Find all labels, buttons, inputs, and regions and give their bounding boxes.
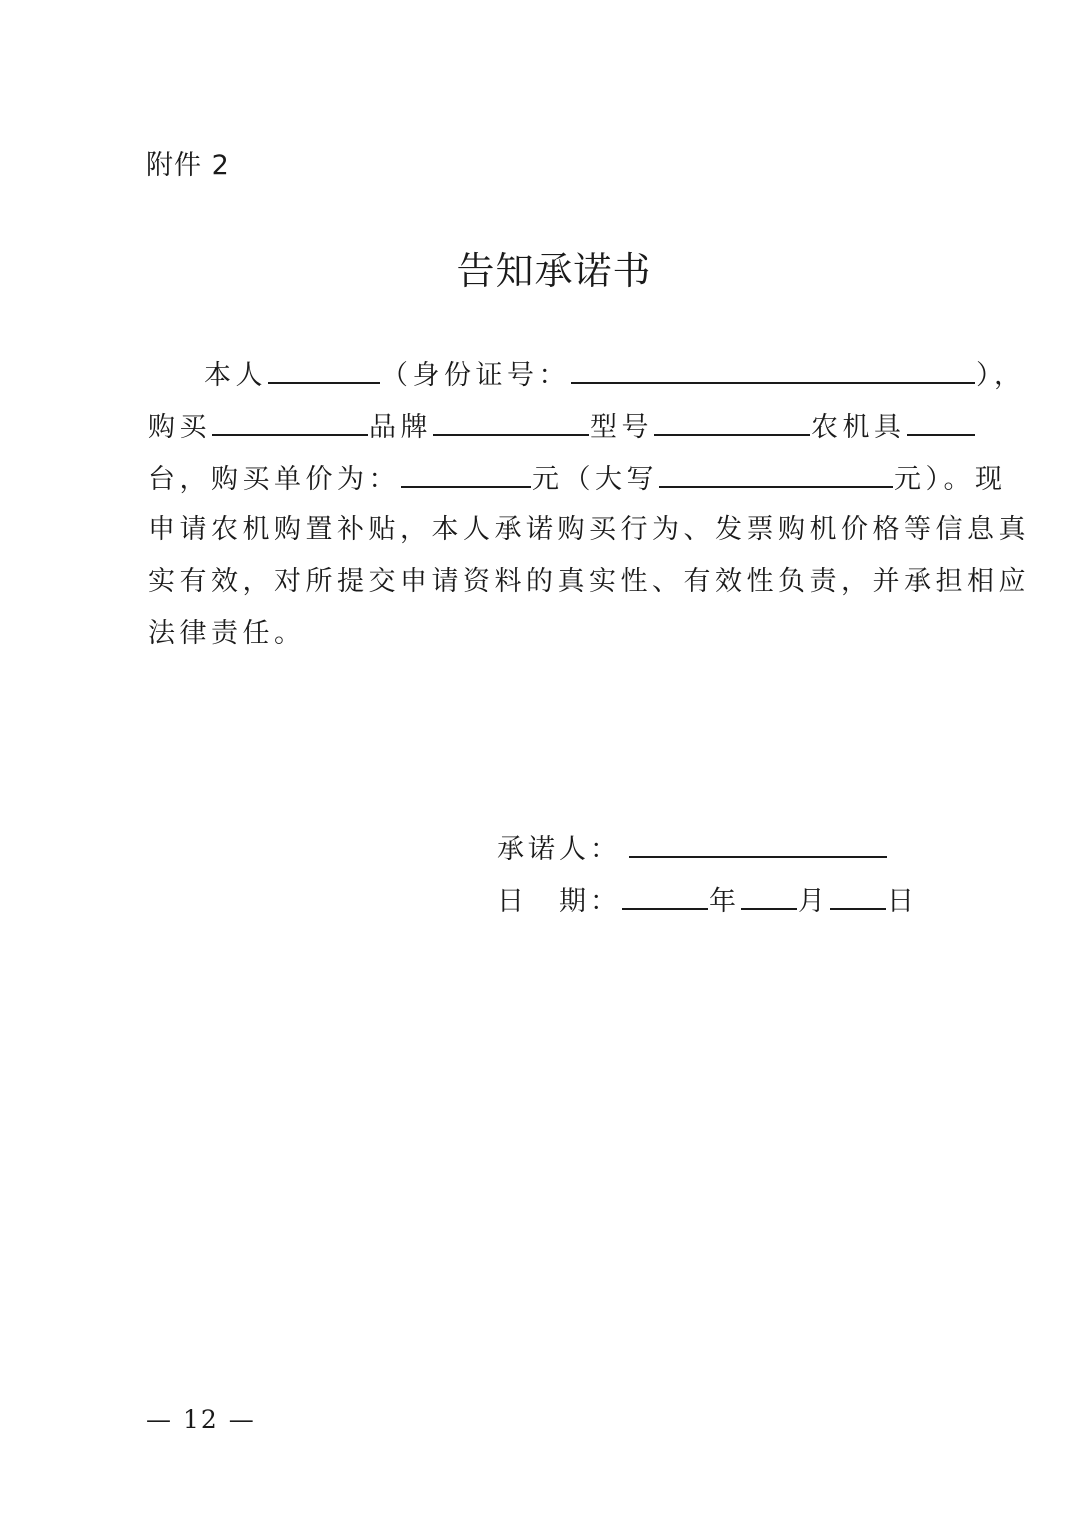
quantity-blank: [907, 406, 975, 436]
model-blank: [654, 406, 810, 436]
text-model: 型号: [590, 412, 653, 443]
text-machinery: 农机具: [811, 412, 906, 443]
month-blank: [741, 880, 797, 910]
year-blank: [622, 880, 708, 910]
text-yuan-close: 元）。现: [894, 464, 1007, 495]
body-line-5: 实有效，对所提交申请资料的真实性、有效性负责，并承担相应: [148, 566, 1030, 597]
text-purchase: 购买: [148, 412, 211, 443]
date-label: 日 期：: [497, 886, 621, 917]
brand-blank: [433, 406, 589, 436]
purchase-blank: [212, 406, 368, 436]
day-blank: [830, 880, 886, 910]
text-id-label: （身份证号：: [381, 360, 570, 391]
body-line-2: [148, 406, 968, 446]
promisor-row: [497, 828, 888, 868]
id-number-blank: [571, 354, 975, 384]
name-blank: [268, 354, 380, 384]
promisor-blank: [629, 828, 887, 858]
body-line-1: [204, 354, 1024, 394]
text-self: 本人: [204, 360, 267, 391]
page-title: 告知承诺书: [456, 249, 652, 293]
text-yuan-uppercase: 元（大写: [532, 464, 658, 495]
month-label: 月: [798, 886, 829, 917]
page-number: — 12 —: [146, 1405, 256, 1434]
text-id-close: ），: [976, 360, 1026, 391]
body-line-6: 法律责任。: [148, 618, 306, 649]
promisor-label: 承诺人：: [497, 834, 621, 865]
price-blank: [401, 458, 531, 488]
attachment-label: 附件 2: [146, 150, 230, 181]
text-unit-price: 台，购买单价为：: [148, 464, 400, 495]
price-uppercase-blank: [659, 458, 893, 488]
text-brand: 品牌: [369, 412, 432, 443]
body-line-4: 申请农机购置补贴，本人承诺购买行为、发票购机价格等信息真: [148, 514, 1030, 545]
day-label: 日: [887, 886, 918, 917]
body-line-3: [148, 458, 1007, 498]
date-row: [497, 880, 918, 920]
year-label: 年: [709, 886, 740, 917]
